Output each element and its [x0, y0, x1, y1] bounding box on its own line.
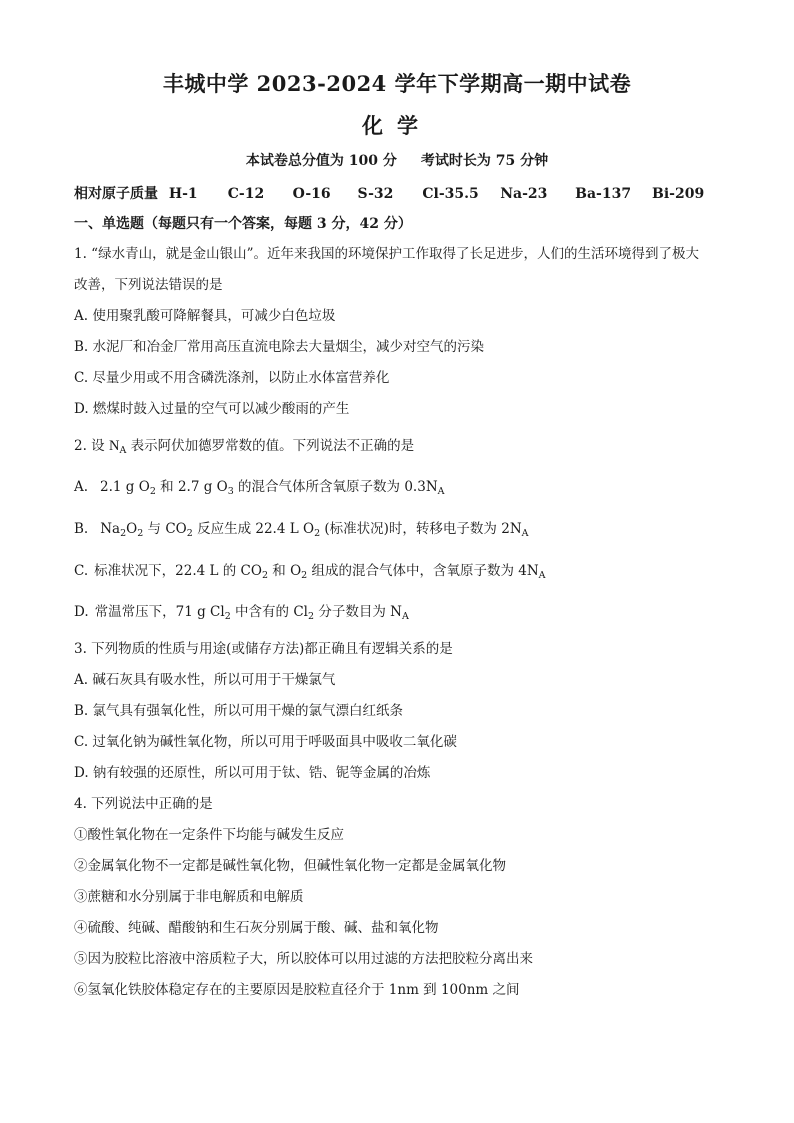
- atomic-mass-item: S-32: [357, 186, 394, 202]
- q2-option-a: A. 2.1 g $O_2$ 和 2.7 g $O_3$ 的混合气体所含氧原子数为 $0.3N_A$: [74, 479, 445, 497]
- q1-stem-line2: 改善，下列说法错误的是: [74, 277, 223, 293]
- q3-stem: 3. 下列物质的性质与用途(或储存方法)都正确且有逻辑关系的是: [74, 641, 453, 657]
- q1-stem-line1: 1. “绿水青山，就是金山银山”。近年来我国的环境保护工作取得了长足进步，人们的生活环境得到了极大: [74, 246, 699, 262]
- atomic-mass-item: Cl-35.5: [422, 186, 479, 202]
- q4-statement-2: ②金属氧化物不一定都是碱性氧化物，但碱性氧化物一定都是金属氧化物: [74, 858, 506, 874]
- section-heading: 一、单选题（每题只有一个答案，每题 3 分，42 分）: [74, 216, 412, 232]
- q4-statement-4: ④硫酸、纯碱、醋酸钠和生石灰分别属于酸、碱、盐和氧化物: [74, 920, 439, 936]
- atomic-mass-item: O-16: [292, 186, 331, 202]
- exam-title: 丰城中学 2023-2024 学年下学期高一期中试卷: [162, 71, 632, 96]
- q2-option-c: C. 标准状况下，22.4 L 的 $CO_2$ 和 $O_2$ 组成的混合气体中，含氧原子数为 $4N_A$: [74, 563, 546, 581]
- exam-duration: 考试时长为 75 分钟: [420, 153, 549, 169]
- q2-stem: 2. 设 $N_A$ 表示阿伏加德罗常数的值。下列说法不正确的是: [74, 438, 415, 456]
- atomic-mass-item: Bi-209: [652, 186, 705, 202]
- atomic-mass-item: Na-23: [500, 186, 548, 202]
- q4-statement-6: ⑥氢氧化铁胶体稳定存在的主要原因是胶粒直径介于 1nm 到 100nm 之间: [74, 982, 520, 998]
- q2-option-d: D. 常温常压下，71 g $Cl_2$ 中含有的 $Cl_2$ 分子数目为 $N_A$: [74, 604, 409, 622]
- q4-statement-5: ⑤因为胶粒比溶液中溶质粒子大，所以胶体可以用过滤的方法把胶粒分离出来: [74, 951, 533, 967]
- q4-statement-1: ①酸性氧化物在一定条件下均能与碱发生反应: [74, 827, 344, 843]
- atomic-mass-item: C-12: [227, 186, 265, 202]
- q4-stem: 4. 下列说法中正确的是: [74, 796, 213, 812]
- q4-statement-3: ③蔗糖和水分别属于非电解质和电解质: [74, 889, 304, 905]
- q3-option-d: D. 钠有较强的还原性，所以可用于钛、锆、铌等金属的冶炼: [74, 765, 431, 781]
- atomic-mass-item: H-1: [168, 186, 198, 202]
- q1-option-b: B. 水泥厂和冶金厂常用高压直流电除去大量烟尘，减少对空气的污染: [74, 339, 485, 355]
- q3-option-a: A. 碱石灰具有吸水性，所以可用于干燥氯气: [74, 672, 336, 688]
- q1-option-d: D. 燃煤时鼓入过量的空气可以减少酸雨的产生: [74, 401, 350, 417]
- total-score: 本试卷总分值为 100 分: [245, 153, 397, 169]
- q3-option-c: C. 过氧化钠为碱性氧化物，所以可用于呼吸面具中吸收二氧化碳: [74, 734, 457, 750]
- subject-title: 化学: [362, 113, 432, 138]
- q1-option-a: A. 使用聚乳酸可降解餐具，可减少白色垃圾: [74, 308, 336, 324]
- atomic-mass-item: Ba-137: [575, 186, 632, 202]
- atomic-masses: [74, 183, 704, 203]
- q2-option-b: B. $Na_2O_2$ 与 $CO_2$ 反应生成 22.4 L $O_2$ (标准状况)时，转移电子数为 $2N_A$: [74, 521, 529, 539]
- q3-option-b: B. 氯气具有强氧化性，所以可用干燥的氯气漂白红纸条: [74, 703, 404, 719]
- atomic-masses-label: 相对原子质量: [74, 186, 158, 202]
- q1-option-c: C. 尽量少用或不用含磷洗涤剂，以防止水体富营养化: [74, 370, 390, 386]
- exam-meta: [0, 150, 794, 170]
